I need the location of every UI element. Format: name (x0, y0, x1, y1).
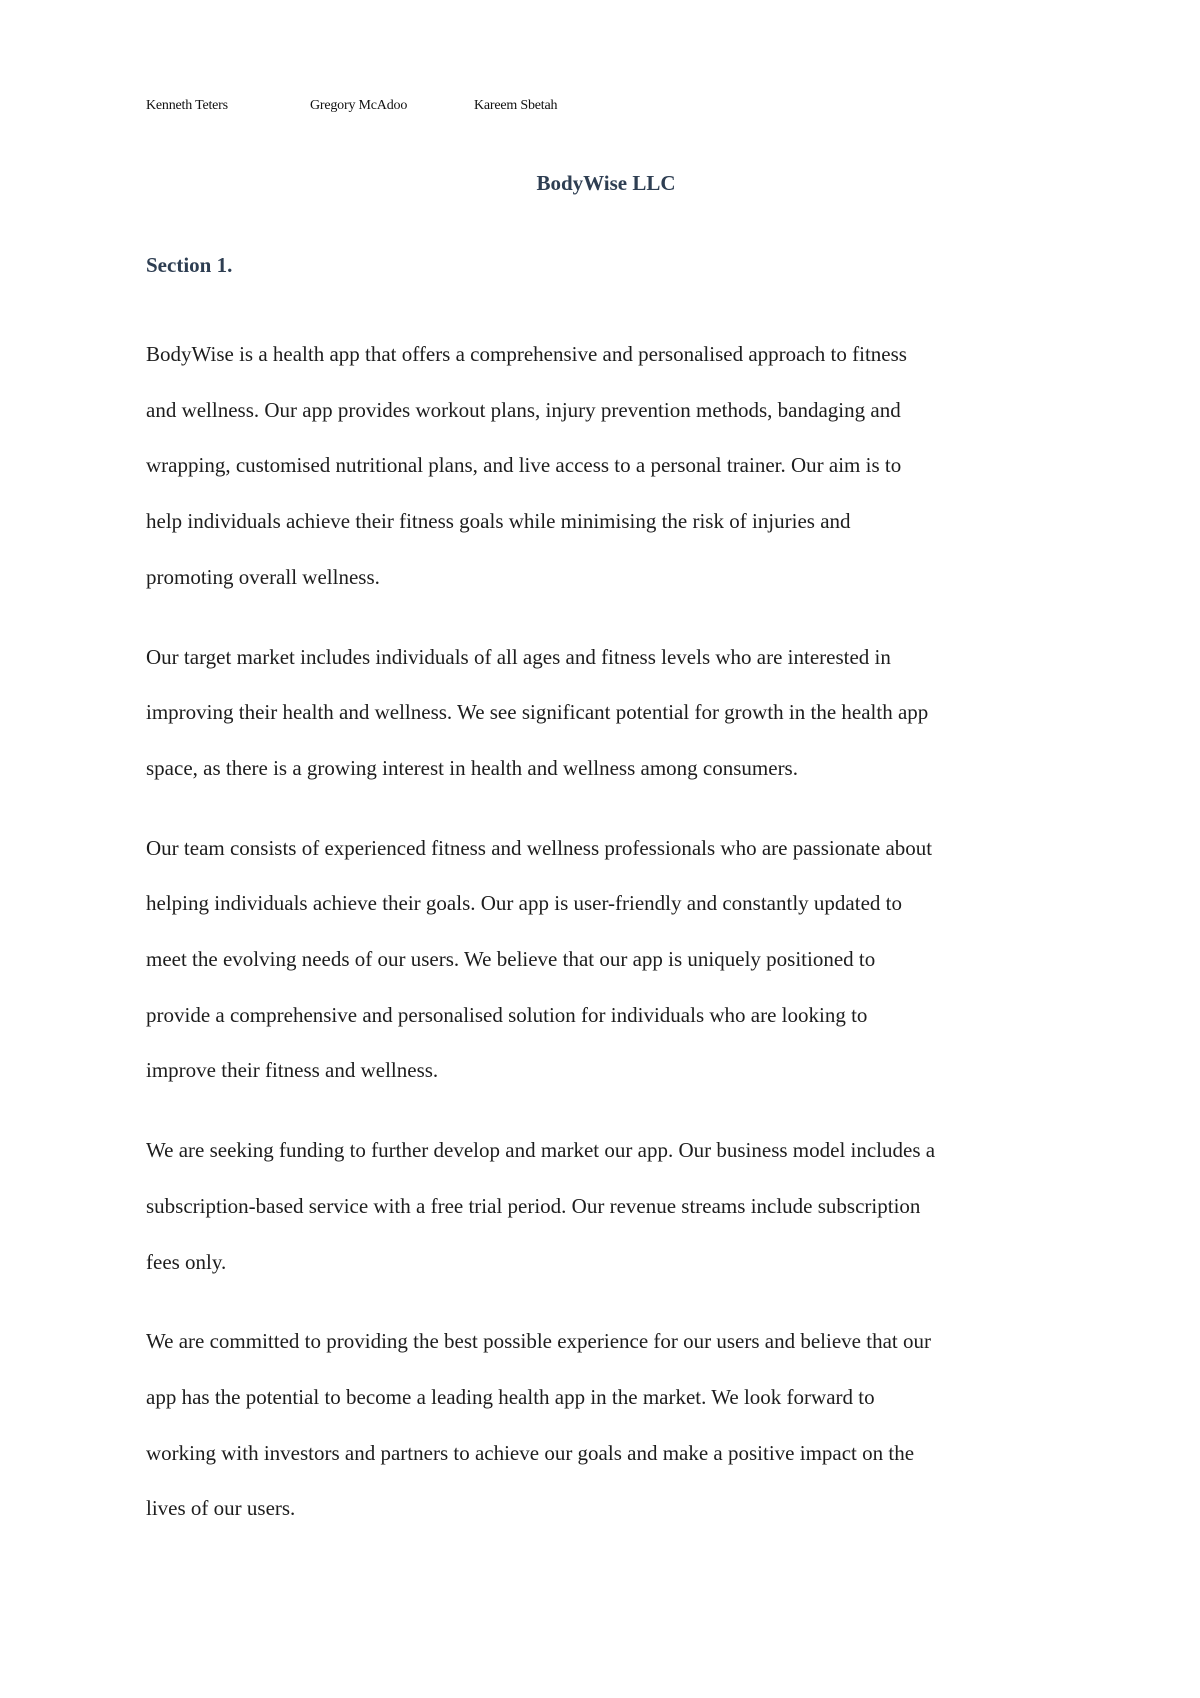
document-body (146, 327, 1076, 1561)
text-line: BodyWise is a health app that offers a comprehensive and personalised approach to fitness (146, 342, 907, 366)
text-line: helping individuals achieve their goals. Our app is user-friendly and constantly updated to (146, 891, 902, 916)
text-line: Our team consists of experienced fitness and wellness professionals who are passionate about (146, 835, 933, 860)
text-line: wrapping, customised nutritional plans, and live access to a personal trainer. Our aim is to (146, 453, 902, 478)
text-line: subscription-based service with a free trial period. Our revenue streams include subscription (146, 1193, 921, 1218)
text-line: space, as there is a growing interest in health and wellness among consumers. (146, 755, 798, 780)
author-name: Gregory McAdoo (310, 98, 408, 113)
text-line: lives of our users. (146, 1496, 296, 1521)
document-title: BodyWise LLC (536, 171, 676, 195)
text-line: improving their health and wellness. We see significant potential for growth in the health app (146, 700, 929, 725)
paragraph (146, 1123, 1076, 1290)
section-heading: Section 1. (146, 253, 233, 277)
text-line: app has the potential to become a leading health app in the market. We look forward to (146, 1384, 875, 1409)
paragraph (146, 1314, 1076, 1537)
text-line: improve their fitness and wellness. (146, 1058, 439, 1083)
text-line: help individuals achieve their fitness goals while minimising the risk of injuries and (146, 509, 851, 534)
text-line: and wellness. Our app provides workout plans, injury prevention methods, bandaging and (146, 397, 901, 422)
text-line: meet the evolving needs of our users. We believe that our app is uniquely positioned to (146, 947, 876, 972)
paragraph (146, 630, 1076, 797)
author-name: Kenneth Teters (146, 98, 228, 113)
text-line: Our target market includes individuals of all ages and fitness levels who are interested in (146, 644, 891, 669)
text-line: We are committed to providing the best possible experience for our users and believe that our (146, 1329, 931, 1354)
text-line: provide a comprehensive and personalised solution for individuals who are looking to (146, 1002, 868, 1027)
paragraph (146, 327, 1076, 606)
paragraph (146, 821, 1076, 1100)
text-line: fees only. (146, 1249, 227, 1274)
text-line: working with investors and partners to achieve our goals and make a positive impact on the (146, 1440, 915, 1465)
text-line: promoting overall wellness. (146, 564, 380, 589)
text-line: We are seeking funding to further develop and market our app. Our business model includes a (146, 1138, 936, 1163)
author-name: Kareem Sbetah (474, 98, 558, 113)
